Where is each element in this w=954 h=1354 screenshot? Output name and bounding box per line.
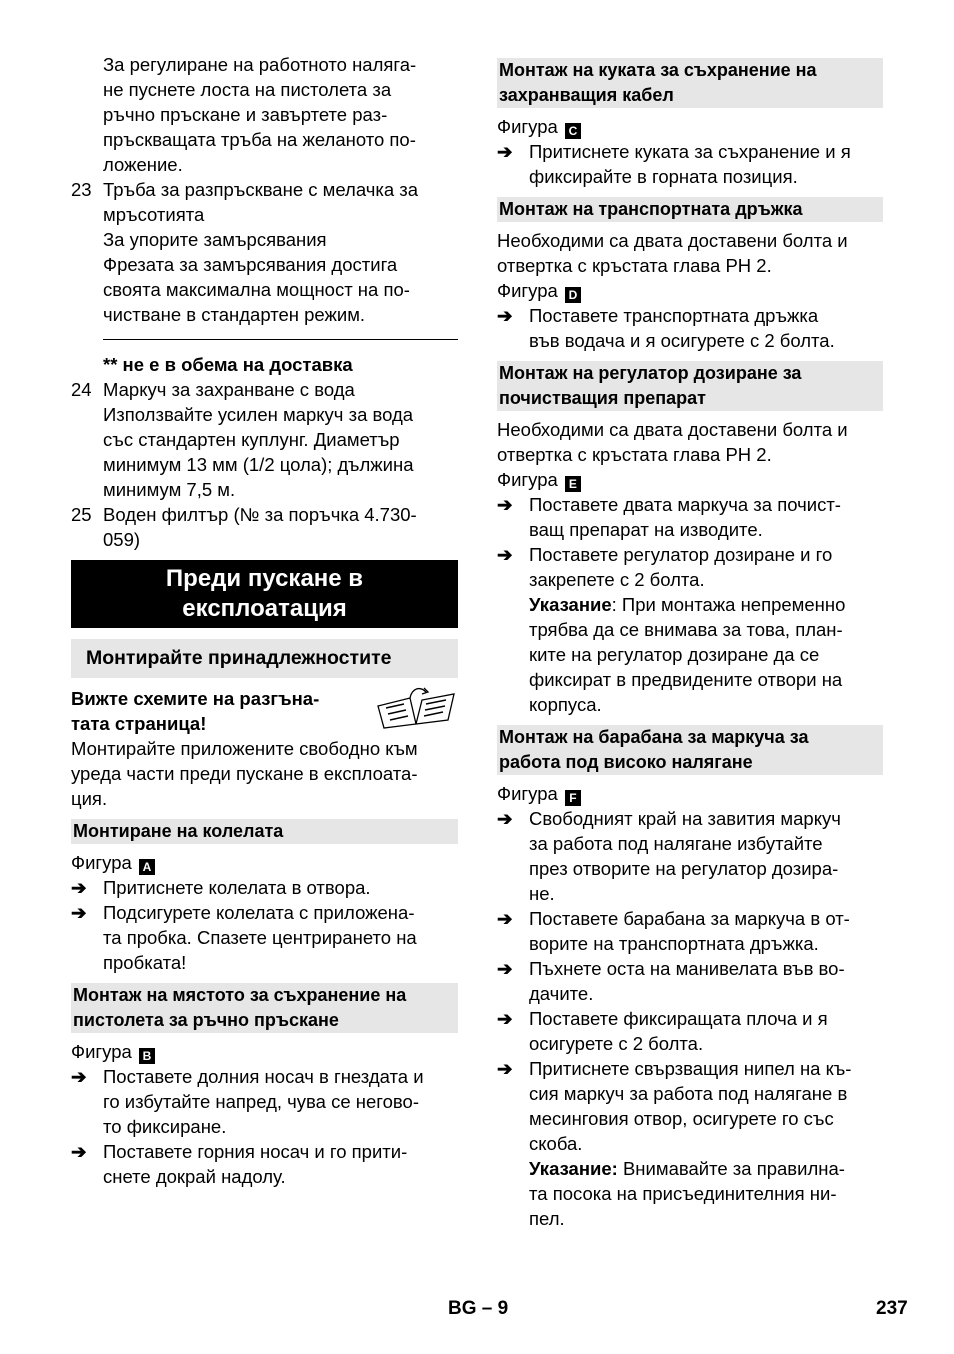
text-line: осигурете с 2 болта. bbox=[529, 1033, 704, 1054]
list-item-24 bbox=[71, 377, 458, 502]
text-line: За регулиране на работното наляга- bbox=[103, 54, 417, 75]
subsection-heading-wheels: Монтиране на колелата bbox=[71, 819, 458, 844]
text-line: Необходими са двата доставени болта и bbox=[497, 230, 848, 251]
note-line: Указание: Внимавайте за правилна- bbox=[529, 1158, 845, 1179]
text-line: пел. bbox=[529, 1208, 565, 1229]
text-line: Необходими са двата доставени болта и bbox=[497, 419, 848, 440]
figure-reference: Фигура F bbox=[497, 781, 883, 806]
text-line: със стандартен куплунг. Диаметър bbox=[103, 429, 400, 450]
text-line: пръскващата тръба на желаното по- bbox=[103, 129, 416, 150]
text-line: уреда части преди пускане в експлоата- bbox=[71, 763, 418, 784]
text-line: Притиснете свързващия нипел на къ- bbox=[529, 1058, 852, 1079]
chapter-title-line: експлоатация bbox=[182, 595, 347, 622]
text-line: Поставете горния носач и го прити- bbox=[103, 1141, 408, 1162]
text-line: Поставете долния носач в гнездата и bbox=[103, 1066, 424, 1087]
text-line: корпуса. bbox=[529, 694, 602, 715]
text-line: Вижте схемите на разгъна- bbox=[71, 688, 320, 709]
right-column bbox=[497, 58, 883, 1231]
text-line: трябва да се внимава за това, план- bbox=[529, 619, 843, 640]
text-line: във водача и я осигурете с 2 болта. bbox=[529, 330, 835, 351]
instruction-item bbox=[71, 1139, 458, 1189]
instruction-item bbox=[497, 806, 883, 906]
text-line: фиксират в предвидените отвори на bbox=[529, 669, 843, 690]
not-included-note bbox=[71, 352, 458, 377]
instruction-item bbox=[497, 1056, 883, 1231]
note-label: Указание: bbox=[529, 1158, 618, 1179]
text-line: За упорите замърсявания bbox=[103, 229, 327, 250]
arrow-right-icon: ➔ bbox=[497, 494, 513, 515]
arrow-right-icon: ➔ bbox=[497, 141, 513, 162]
asterisk-mark: ** bbox=[103, 354, 118, 375]
text-line: минимум 13 мм (1/2 цола); дължина bbox=[103, 454, 414, 475]
heading-line: почистващия препарат bbox=[499, 388, 706, 408]
arrow-right-icon: ➔ bbox=[497, 1008, 513, 1029]
page-number: 237 bbox=[876, 1298, 908, 1319]
text-line: Използвайте усилен маркуч за вода bbox=[103, 404, 414, 425]
instruction-item bbox=[71, 875, 458, 900]
heading-line: Монтаж на куката за съхранение на bbox=[499, 60, 817, 80]
heading-line: Монтаж на барабана за маркуча за bbox=[499, 727, 809, 747]
arrow-right-icon: ➔ bbox=[497, 908, 513, 929]
text-line: закрепете с 2 болта. bbox=[529, 569, 705, 590]
instruction-item bbox=[497, 492, 883, 542]
text-line: месинговия отвор, осигурете го със bbox=[529, 1108, 834, 1129]
item-number: 25 bbox=[71, 504, 92, 525]
section-heading: Монтирайте принадлежностите bbox=[71, 639, 458, 678]
figure-reference: Фигура D bbox=[497, 278, 883, 303]
mount-paragraph bbox=[71, 736, 458, 811]
text-line: Притиснете куката за съхранение и я bbox=[529, 141, 851, 162]
instruction-item bbox=[497, 542, 883, 717]
text-line: дачите. bbox=[529, 983, 594, 1004]
text-line: го избутайте напред, чува се негово- bbox=[103, 1091, 419, 1112]
chapter-title-line: Преди пускане в bbox=[165, 565, 364, 592]
text-line: Поставете двата маркуча за почист- bbox=[529, 494, 841, 515]
heading-line: работа под високо налягане bbox=[499, 752, 753, 772]
subsection-heading-gun-storage bbox=[71, 983, 458, 1033]
note-line: Указание: При монтажа непременно bbox=[529, 594, 846, 615]
heading-line: Монтаж на мястото за съхранение на bbox=[73, 985, 407, 1005]
text-line: фиксирайте в горната позиция. bbox=[529, 166, 798, 187]
arrow-right-icon: ➔ bbox=[497, 958, 513, 979]
figure-reference: Фигура B bbox=[71, 1039, 458, 1064]
text-line: сия маркуч за работа под налягане в bbox=[529, 1083, 848, 1104]
instruction-item bbox=[497, 303, 883, 353]
figure-reference: Фигура A bbox=[71, 850, 458, 875]
figure-label-badge: D bbox=[565, 287, 581, 303]
chapter-banner bbox=[71, 560, 458, 628]
text-line: чистване в стандартен режим. bbox=[103, 304, 366, 325]
text-line: снете докрай надолу. bbox=[103, 1166, 286, 1187]
note-label: Указание bbox=[529, 594, 612, 615]
text-line: не. bbox=[529, 883, 555, 904]
text-line: Поставете транспортната дръжка bbox=[529, 305, 819, 326]
text-line: за работа под налягане избутайте bbox=[529, 833, 823, 854]
text-line: та посока на присъединителния ни- bbox=[529, 1183, 837, 1204]
figure-label-badge: A bbox=[139, 859, 155, 875]
text-line: Пъхнете оста на манивелата във во- bbox=[529, 958, 845, 979]
subsection-heading-dosing bbox=[497, 361, 883, 411]
text-line: отвертка с кръстата глава PH 2. bbox=[497, 444, 772, 465]
figure-reference: Фигура C bbox=[497, 114, 883, 139]
list-item-23 bbox=[71, 177, 458, 327]
text-line: не пуснете лоста на пистолета за bbox=[103, 79, 392, 100]
instruction-item bbox=[497, 956, 883, 1006]
text-line: Воден филтър (№ за поръчка 4.730- bbox=[103, 504, 417, 525]
left-column bbox=[71, 52, 458, 1189]
footer-section-label: BG – 9 bbox=[448, 1298, 509, 1319]
heading-line: пистолета за ръчно пръскане bbox=[73, 1010, 339, 1030]
arrow-right-icon: ➔ bbox=[497, 305, 513, 326]
figure-label-badge: C bbox=[565, 123, 581, 139]
intro-paragraph bbox=[71, 52, 458, 177]
instruction-item bbox=[497, 906, 883, 956]
see-foldout-note bbox=[71, 686, 458, 736]
text-line: Фрезата за замърсявания достига bbox=[103, 254, 398, 275]
heading-line: захранващия кабел bbox=[499, 85, 674, 105]
arrow-right-icon: ➔ bbox=[71, 877, 87, 898]
instruction-item bbox=[71, 900, 458, 975]
text-line: Свободният край на завития маркуч bbox=[529, 808, 841, 829]
book-icon bbox=[376, 684, 458, 730]
text-line: пробката! bbox=[103, 952, 187, 973]
item-number: 23 bbox=[71, 179, 92, 200]
subsection-heading-drum bbox=[497, 725, 883, 775]
item-number: 24 bbox=[71, 379, 92, 400]
text-line: скоба. bbox=[529, 1133, 583, 1154]
arrow-right-icon: ➔ bbox=[71, 1066, 87, 1087]
text-line: Поставете фиксиращата плоча и я bbox=[529, 1008, 828, 1029]
text-line: мръсотията bbox=[103, 204, 205, 225]
instruction-item bbox=[497, 1006, 883, 1056]
figure-label-badge: F bbox=[565, 790, 581, 806]
figure-label-badge: B bbox=[139, 1048, 155, 1064]
text-line: през отворите на регулатор дозира- bbox=[529, 858, 839, 879]
not-included-text: не е в обема на доставка bbox=[122, 354, 353, 375]
arrow-right-icon: ➔ bbox=[497, 808, 513, 829]
text-line: ръчно пръскане и завъртете раз- bbox=[103, 104, 388, 125]
text-line: ложение. bbox=[103, 154, 183, 175]
text-line: 059) bbox=[103, 529, 141, 550]
instruction-item bbox=[71, 1064, 458, 1139]
text-line: Подсигурете колелата с приложена- bbox=[103, 902, 415, 923]
text-line: Поставете регулатор дозиране и го bbox=[529, 544, 833, 565]
text-line: Поставете барабана за маркуча в от- bbox=[529, 908, 850, 929]
text-line: ващ препарат на изводите. bbox=[529, 519, 763, 540]
text-line: ворите на транспортната дръжка. bbox=[529, 933, 819, 954]
arrow-right-icon: ➔ bbox=[71, 902, 87, 923]
subsection-heading-hook bbox=[497, 58, 883, 108]
text-line: своята максимална мощност на по- bbox=[103, 279, 410, 300]
instruction-item bbox=[497, 139, 883, 189]
arrow-right-icon: ➔ bbox=[497, 544, 513, 565]
arrow-right-icon: ➔ bbox=[71, 1141, 87, 1162]
text-line: та пробка. Спазете центрирането на bbox=[103, 927, 417, 948]
text-line: Притиснете колелата в отвора. bbox=[103, 877, 371, 898]
text-line: минимум 7,5 м. bbox=[103, 479, 236, 500]
text-line: отвертка с кръстата глава PH 2. bbox=[497, 255, 772, 276]
text-line: Тръба за разпръскване с мелачка за bbox=[103, 179, 419, 200]
text-line: то фиксиране. bbox=[103, 1116, 227, 1137]
heading-line: Монтаж на регулатор дозиране за bbox=[499, 363, 802, 383]
arrow-right-icon: ➔ bbox=[497, 1058, 513, 1079]
text-line: ките на регулатор дозиране да се bbox=[529, 644, 820, 665]
list-item-25 bbox=[71, 502, 458, 552]
text-line: ция. bbox=[71, 788, 108, 809]
figure-label-badge: E bbox=[565, 476, 581, 492]
figure-reference: Фигура E bbox=[497, 467, 883, 492]
text-line: тата страница! bbox=[71, 713, 207, 734]
subsection-heading-handle: Монтаж на транспортната дръжка bbox=[497, 197, 883, 222]
divider bbox=[103, 339, 458, 340]
text-line: Маркуч за захранване с вода bbox=[103, 379, 355, 400]
text-line: Монтирайте приложените свободно към bbox=[71, 738, 418, 759]
